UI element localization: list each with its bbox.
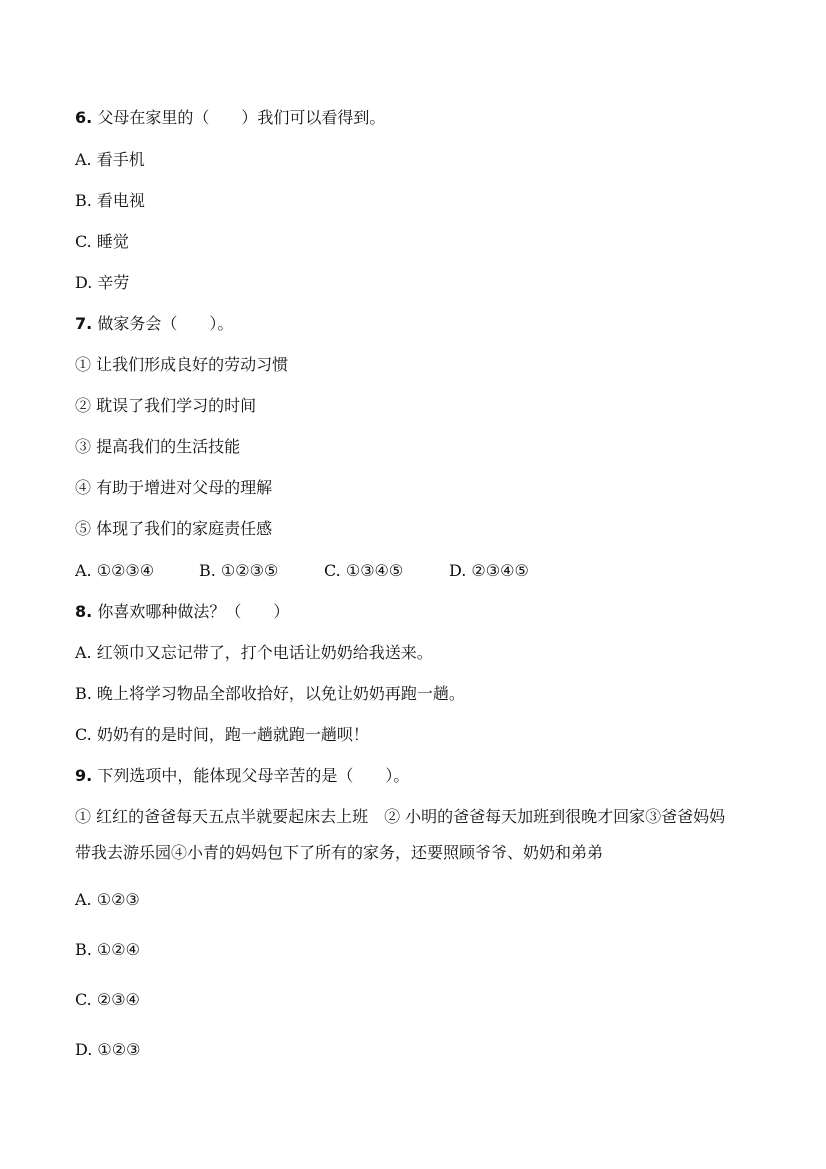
option-a: A. ①②③	[75, 890, 140, 909]
option-c: C. ①③④⑤	[324, 561, 404, 580]
question-stem: 做家务会（ ）。	[97, 314, 234, 333]
question-stem: 父母在家里的（ ）我们可以看得到。	[97, 108, 386, 127]
question-8	[75, 602, 289, 622]
option-c: C. ②③④	[75, 990, 140, 1009]
question-number: 6.	[75, 108, 93, 127]
statement-3: ③ 提高我们的生活技能	[75, 437, 241, 456]
option-b: B. ①②④	[75, 940, 140, 959]
statements-line-1: ① 红红的爸爸每天五点半就要起床去上班 ② 小明的爸爸每天加班到很晚才回家③爸爸妈妈	[75, 807, 726, 826]
option-b: B. 晚上将学习物品全部收拾好，以免让奶奶再跑一趟。	[75, 684, 465, 703]
question-stem: 下列选项中，能体现父母辛苦的是（ ）。	[97, 766, 410, 785]
option-a: A. 红领巾又忘记带了，打个电话让奶奶给我送来。	[75, 643, 433, 662]
options-row	[75, 561, 529, 581]
question-number: 7.	[75, 314, 93, 333]
option-d: D. ②③④⑤	[449, 561, 529, 580]
option-a: A. 看手机	[75, 150, 145, 169]
statement-4: ④ 有助于增进对父母的理解	[75, 478, 273, 497]
question-9	[75, 766, 409, 786]
option-c: C. 睡觉	[75, 232, 129, 251]
option-b: B. ①②③⑤	[199, 561, 279, 580]
question-6	[75, 108, 385, 128]
option-d: D. ①②③	[75, 1040, 141, 1059]
statements-line-2: 带我去游乐园④小青的妈妈包下了所有的家务，还要照顾爷爷、奶奶和弟弟	[75, 843, 604, 862]
question-stem: 你喜欢哪种做法？（ ）	[97, 602, 290, 621]
statement-2: ② 耽误了我们学习的时间	[75, 396, 257, 415]
question-number: 8.	[75, 602, 93, 621]
option-a: A. ①②③④	[75, 561, 155, 580]
question-7	[75, 314, 233, 334]
question-number: 9.	[75, 766, 93, 785]
statement-1: ① 让我们形成良好的劳动习惯	[75, 355, 289, 374]
option-b: B. 看电视	[75, 191, 145, 210]
option-c: C. 奶奶有的是时间，跑一趟就跑一趟呗！	[75, 725, 369, 744]
option-d: D. 辛劳	[75, 273, 130, 292]
statement-5: ⑤ 体现了我们的家庭责任感	[75, 519, 273, 538]
